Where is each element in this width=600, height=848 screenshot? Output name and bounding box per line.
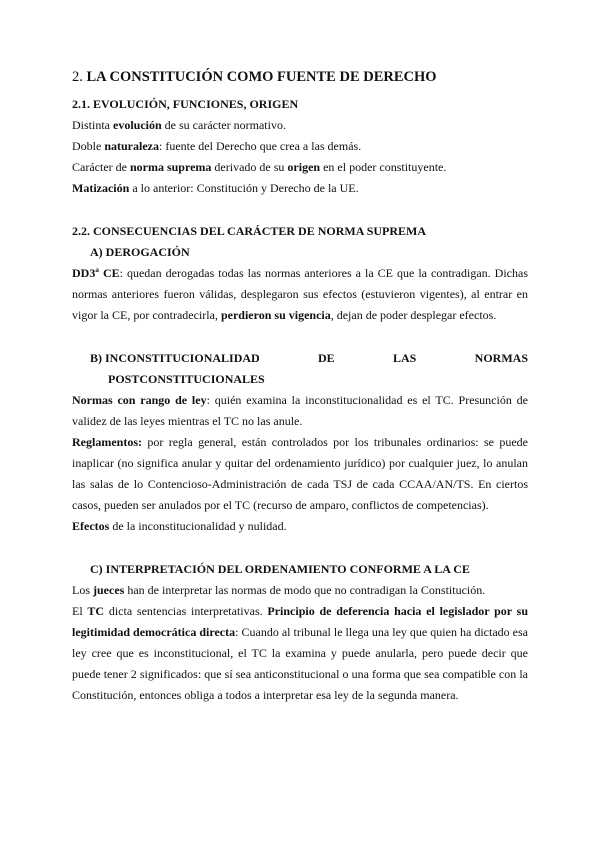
paragraph-naturaleza: Doble naturaleza: fuente del Derecho que crea a las demás. [72,139,362,153]
paragraph-jueces: Los jueces han de interpretar las normas de modo que no contradigan la Constitución. [72,583,486,597]
section-number: 2. [72,69,83,85]
paragraph-matizacion: Matización a lo anterior: Constitución y Derecho de la UE. [72,181,359,195]
paragraph-normas-rango-ley: Normas con rango de ley: quién examina la inconstitucionalidad es el TC. Presunción de validez de las leyes mientras el TC no las anule. [72,393,528,428]
subheading-interpretacion: C) INTERPRETACIÓN DEL ORDENAMIENTO CONFORME A LA CE [90,562,470,576]
paragraph-reglamentos: Reglamentos: por regla general, están controlados por los tribunales ordinarios: se puede inaplicar (no significa anular y quitar del ordenamiento jurídico) por cualquier juez, lo anulan las salas de lo Contencioso-Administración de cada TSJ de cada CCAA/AN/TS. En ciertos casos, pueden ser anulados por el TC (recurso de amparo, conflictos de competencias). [72,435,528,512]
paragraph-efectos: Efectos de la inconstitucionalidad y nulidad. [72,519,287,533]
paragraph-tc: El TC dicta sentencias interpretativas. Principio de deferencia hacia el legislador por su legitimidad democrática directa: Cuando al tribunal le llega una ley que quien ha dictado esa ley cree que es inconstitucional, el TC la examina y puede anularla, pero puede decir que puede tener 2 significados: que sí sea anticonstitucional o una forma que sea compatible con la Constitución, entonces obliga a todos a interpretar esa ley de la segunda manera. [72,604,528,702]
paragraph-norma-suprema: Carácter de norma suprema derivado de su origen en el poder constituyente. [72,160,447,174]
paragraph-evolucion: Distinta evolución de su carácter normativo. [72,118,286,132]
subsection-2-2-heading: 2.2. CONSECUENCIAS DEL CARÁCTER DE NORMA SUPREMA [72,224,427,238]
section-title [72,66,528,88]
section-title-text: LA CONSTITUCIÓN COMO FUENTE DE DERECHO [86,69,437,85]
subheading-inconstitucionalidad: B) INCONSTITUCIONALIDAD DE LAS NORMAS [90,351,528,365]
paragraph-derogacion: DD3ª CE: quedan derogadas todas las normas anteriores a la CE que la contradigan. Dichas normas anteriores fueron válidas, desplegaron sus efectos (estuvieron vigentes), al entrar en vigor la CE, por contradecirla, perdieron su vigencia, dejan de poder desplegar efectos. [72,266,528,322]
document-page [72,66,528,706]
subheading-inconstitucionalidad-cont: POSTCONSTITUCIONALES [108,372,265,386]
subsection-2-1-heading: 2.1. EVOLUCIÓN, FUNCIONES, ORIGEN [72,97,299,111]
subheading-derogacion: A) DEROGACIÓN [90,245,190,259]
